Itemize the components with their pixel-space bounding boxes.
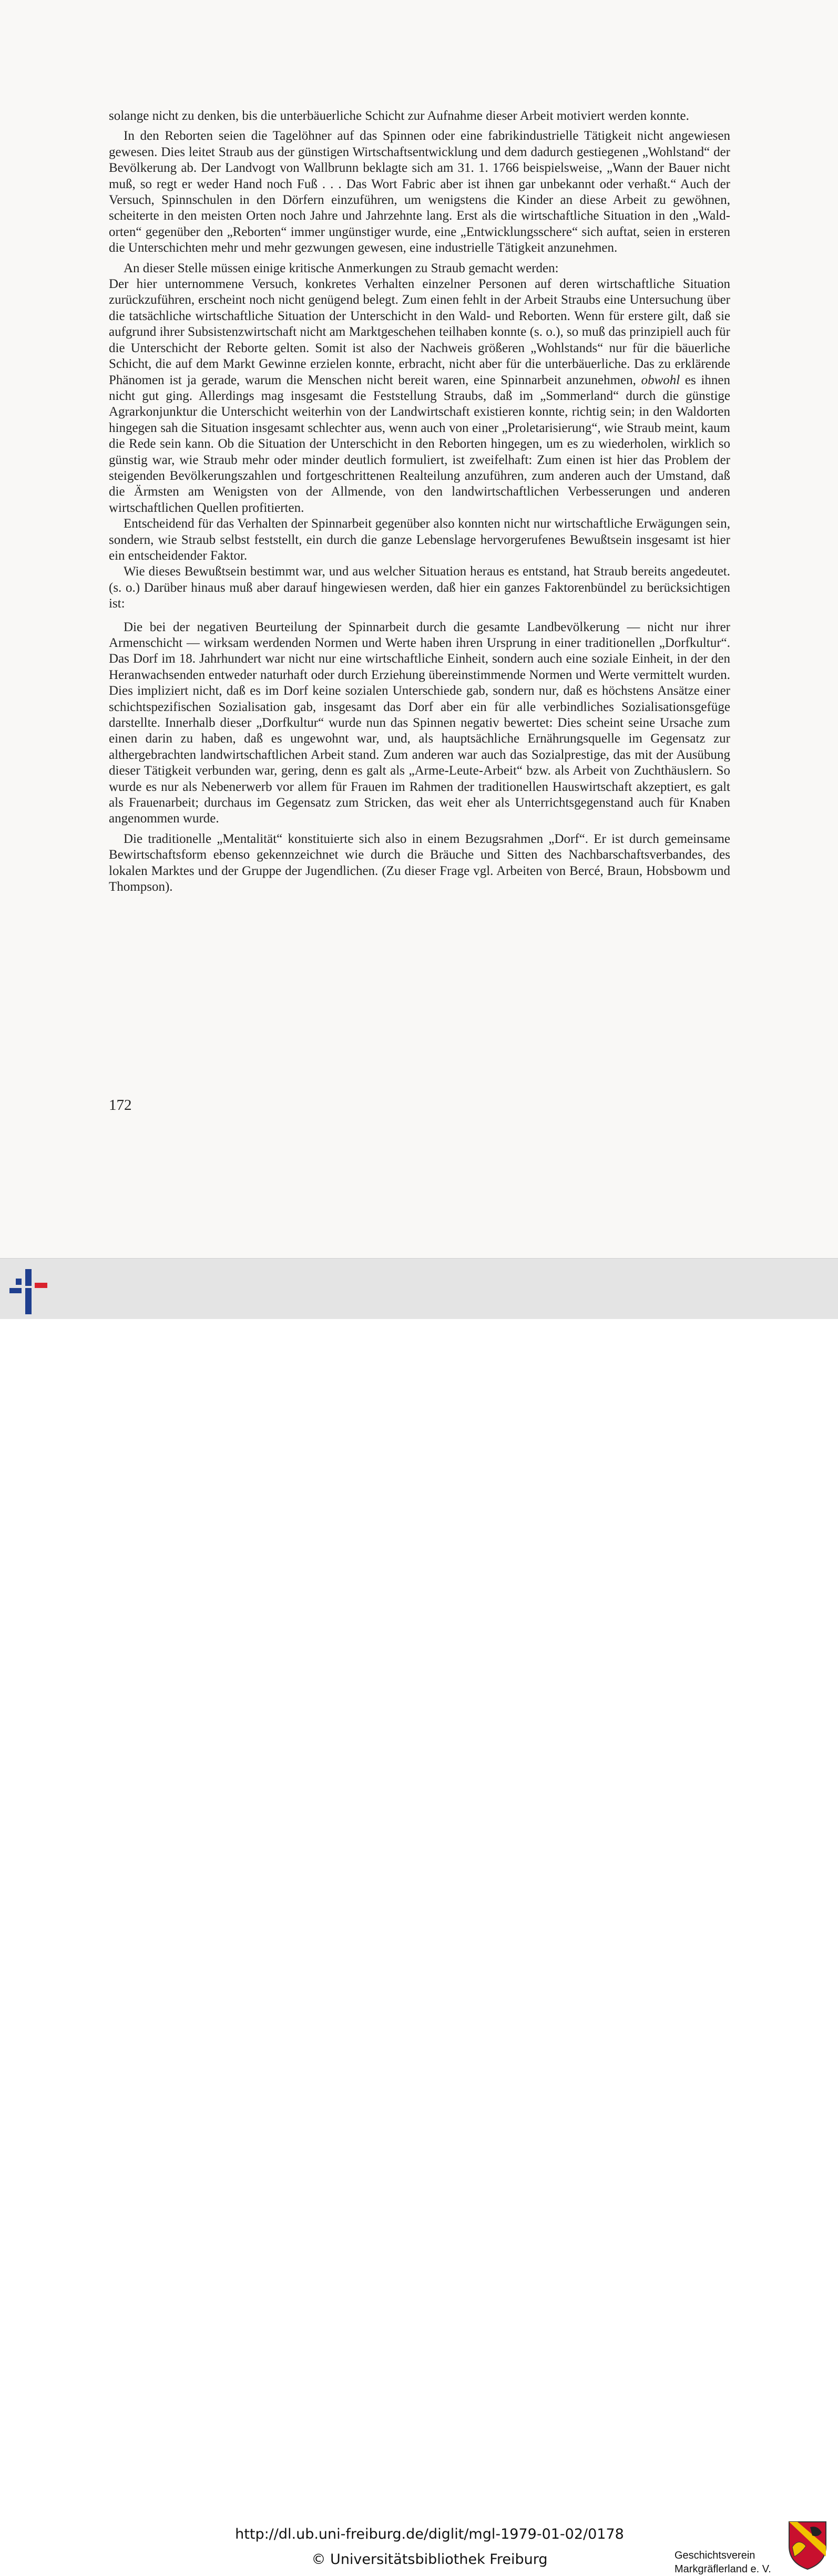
paragraph-text: Der hier unternommene Versuch, konkretes Verhalten einzelner Personen auf deren wirtschaftliche Situation zurückzuführen, erscheint noch nicht genügend belegt. Zum einen fehlt in der Arbeit Straubs eine Untersuchung über die tatsächliche wirtschaftliche Situation der Unterschicht in den Wald- und Reborten. Wenn für erstere gilt, daß sie aufgrund ihrer Subsistenzwirtschaft nicht am Marktgeschehen teilhaben konnte (s. o.), so muß das prinzipiell auch für die Unterschicht der Reborte gelten. Somit ist also der Nachweis größeren „Wohlstands“ nur für die bäuerliche Schicht, die auf dem Markt Gewinne erzielen konnte, erbracht, nicht aber für die unterbäuerliche. Das zu erklärende Phänomen ist ja gerade, warum die Menschen nicht bereit waren, eine Spinnarbeit anzunehmen, xyxy=(109,277,730,387)
paragraph xyxy=(109,276,730,516)
permalink-url[interactable]: http://dl.ub.uni-freiburg.de/diglit/mgl-1979-01-02/0178 xyxy=(235,2526,624,2542)
paragraph-text: es ihnen nicht gut ging. Allerdings mag insgesamt die Feststellung Straubs, daß im „Sommerland“ durch die günstige Agrarkonjunktur die Unterschicht weiterhin von der Landwirtschaft existieren konnte, richtig sein; in den Waldorten hingegen sah die Situation insgesamt schlechter aus, wenn auch von einer „Proletarisierung“, wie Straub meint, kaum die Rede sein kann. Ob die Situation der Unterschicht in den Reborten hingegen, um es zu wiederholen, wirklich so günstig war, wie Straub mehr oder minder deutlich formuliert, ist zweifelhaft: Zum einen ist hier das Problem der steigenden Bevölkerungszahlen und fortgeschrittenen Realteilung anzuführen, zum anderen auch der Umstand, daß die Ärmsten am Wenigsten von der Allmende, von den landwirtschaftlichen Verbesserungen und anderen wirtschaftlichen Quellen profitierten. xyxy=(109,373,730,515)
emphasis-text: obwohl xyxy=(641,373,680,387)
body-text xyxy=(109,108,730,895)
coat-of-arms-icon xyxy=(787,2520,828,2570)
society-name xyxy=(675,2549,780,2576)
ub-freiburg-logo-icon[interactable] xyxy=(9,1259,57,1316)
paragraph: In den Reborten seien die Tagelöhner auf das Spinnen oder eine fabrikindustrielle Tätigkeit nicht angewiesen gewesen. Dies leitet Straub aus der günstigen Wirtschaftsentwicklung und dem dadurch gestiegenen „Wohlstand“ der Bevölkerung ab. Der Landvogt von Wallbrunn beklagte sich am 31. 1. 1766 beispielsweise, „Wann der Bauer nicht muß, so regt er weder Hand noch Fuß . . . Das Wort Fabric aber ist ihnen gar unbekannt oder verhaßt.“ Auch der Versuch, Spinnschulen in den Dörfern einzuführen, um wenigstens die Kinder an diese Arbeit zu gewöhnen, scheiterte in den meisten Orten noch Jahre und Jahrzehnte lang. Erst als die wirtschaftliche Situation in den „Waldorten“ gegenüber den „Reborten“ immer ungünstiger wurde, eine „Entwicklungsschere“ sich auftat, seien in ersteren die Unterschichten mehr und mehr gezwungen gewesen, eine industrielle Tätigkeit anzunehmen. xyxy=(109,129,730,255)
paragraph: solange nicht zu denken, bis die unterbäuerliche Schicht zur Aufnahme dieser Arbeit motiviert werden konnte. xyxy=(109,109,689,123)
footer-bar xyxy=(0,1258,838,2575)
society-line: Geschichtsverein xyxy=(675,2550,755,2561)
paragraph: Entscheidend für das Verhalten der Spinnarbeit gegenüber also konnten nicht nur wirtschaftliche Erwägungen sein, sondern, wie Straub selbst feststellt, ein durch die ganze Lebenslage hervorgerufenes Bewußtsein insgesamt ist hier ein entscheidender Faktor. xyxy=(109,517,730,563)
copyright-text: © Universitätsbibliothek Freiburg xyxy=(311,2551,548,2568)
scanned-page xyxy=(0,0,838,1258)
society-line: Markgräflerland e. V. xyxy=(675,2563,771,2575)
paragraph: Die traditionelle „Mentalität“ konstituierte sich also in einem Bezugsrahmen „Dorf“. Er ist durch gemeinsame Bewirtschaftsform ebenso gekennzeichnet wie durch die Bräuche und Sitten des Nachbarschaftsverbandes, des lokalen Marktes und der Gruppe der Jugendlichen. (Zu dieser Frage vgl. Arbeiten von Bercé, Braun, Hobsbowm und Thompson). xyxy=(109,831,730,894)
paragraph: Wie dieses Bewußtsein bestimmt war, und aus welcher Situation heraus es entstand, hat Straub bereits angedeutet. (s. o.) Darüber hinaus muß aber darauf hingewiesen werden, daß hier ein ganzes Faktorenbündel zu berücksichtigen ist: xyxy=(109,564,730,611)
paragraph: An dieser Stelle müssen einige kritische Anmerkungen zu Straub gemacht werden: xyxy=(124,261,559,275)
page-number: 172 xyxy=(109,1097,132,1114)
paragraph: Die bei der negativen Beurteilung der Spinnarbeit durch die gesamte Landbevölkerung — nicht nur ihrer Armenschicht — wirksam werdenden Normen und Werte haben ihren Ursprung in einer traditionellen „Dorfkultur“. Das Dorf im 18. Jahrhundert war nicht nur eine wirtschaftliche Einheit, sondern auch eine soziale Einheit, in der den Heranwachsenden entweder naturhaft oder durch Erziehung übereinstimmende Normen und Werte vermittelt wurden. Dies impliziert nicht, daß es im Dorf keine sozialen Unterschiede gab, sondern nur, daß es höchstens Ansätze einer schichtspezifischen Sozialisation gab, insgesamt das Dorf aber ein für alle verbindliches Sozialisationsgefüge darstellte. Innerhalb dieser „Dorfkultur“ wurde nun das Spinnen negativ bewertet: Dies scheint seine Ursache zum einen darin zu haben, daß es ungewohnt war, und, als hauptsächliche Ernährungsquelle im Gegensatz zur althergebrachten landwirtschaftlichen Arbeit stand. Zum anderen war auch das Sozialprestige, das mit der Ausübung dieser Tätigkeit verbunden war, gering, denn es galt als „Arme-Leute-Arbeit“ bzw. als Arbeit von Zuchthäuslern. So wurde es nur als Nebenerwerb vor allem für Frauen im Rahmen der traditionellen Hauswirtschaft akzeptiert, es galt als Frauenarbeit; durchaus im Gegensatz zum Stricken, das weit eher als Unterrichtsgegenstand auch für Knaben angenommen wurde. xyxy=(109,620,730,826)
